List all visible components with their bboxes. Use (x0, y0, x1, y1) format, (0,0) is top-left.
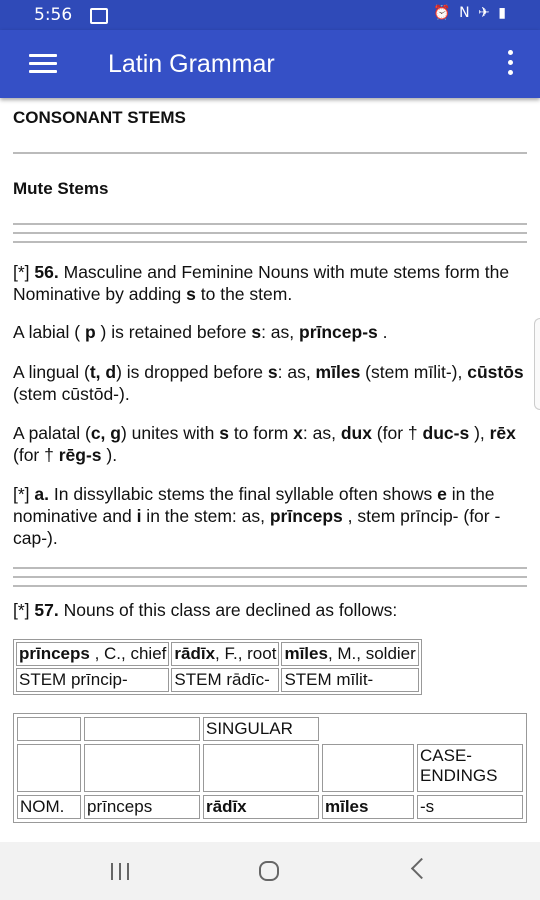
back-icon[interactable] (411, 858, 432, 879)
stem-table (13, 639, 422, 695)
table-cell: STEM rādīc- (171, 668, 279, 692)
more-options-icon[interactable] (506, 50, 514, 78)
divider (13, 232, 527, 234)
paragraph-palatal: A palatal (c, g) unites with s to form x: as, dux (for † duc-s ), rēx (for † rēg-s ). (13, 423, 516, 465)
table-cell: prīnceps (84, 795, 200, 819)
table-cell: CASE-ENDINGS (417, 744, 523, 792)
paragraph-labial: A labial ( p ) is retained before s: as, prīncep-s . (13, 322, 388, 342)
table-row (16, 642, 419, 666)
table-cell (84, 717, 200, 741)
edge-panel-handle[interactable] (534, 318, 540, 410)
table-cell: STEM prīncip- (16, 668, 169, 692)
ref-link[interactable]: [*] (13, 484, 30, 504)
table-cell (84, 744, 200, 792)
ref-link[interactable]: [*] (13, 262, 30, 282)
status-bar (0, 0, 540, 30)
grammar-content[interactable] (0, 98, 540, 842)
table-cell (203, 744, 319, 792)
navigation-bar (0, 842, 540, 900)
table-cell (17, 744, 81, 792)
divider (13, 585, 527, 587)
recent-apps-icon[interactable] (109, 863, 131, 880)
table-cell: mīles, M., soldier (281, 642, 418, 666)
app-title: Latin Grammar (108, 50, 275, 78)
paragraph-56: [*] 56. Masculine and Feminine Nouns with mute stems form the Nominative by adding s to the stem. (13, 262, 510, 304)
app-bar (0, 30, 540, 98)
image-notification-icon (90, 8, 108, 24)
table-row (17, 717, 523, 741)
table-cell (322, 744, 414, 792)
paragraph-57: [*] 57. Nouns of this class are declined as follows: (13, 600, 398, 620)
paragraph-56a: [*] a. In dissyllabic stems the final syllable often shows e in the nominative and i in the stem: as, prīnceps , stem prīncip- (for -cap-). (13, 484, 501, 548)
divider (13, 567, 527, 569)
declension-table (13, 713, 527, 823)
home-icon[interactable] (259, 861, 279, 881)
divider (13, 152, 527, 154)
table-cell (17, 717, 81, 741)
subsection-heading: Mute Stems (13, 179, 109, 198)
table-row (16, 668, 419, 692)
section-heading: CONSONANT STEMS (13, 108, 186, 127)
status-time: 5:56 (34, 5, 73, 25)
table-cell: SINGULAR (203, 717, 319, 741)
divider (13, 223, 527, 225)
table-cell: NOM. (17, 795, 81, 819)
divider (13, 576, 527, 578)
menu-icon[interactable] (29, 54, 57, 74)
ref-link[interactable]: [*] (13, 600, 30, 620)
divider (13, 241, 527, 243)
table-cell: -s (417, 795, 523, 819)
paragraph-lingual: A lingual (t, d) is dropped before s: as, mīles (stem mīlit-), cūstōs (stem cūstōd-). (13, 362, 524, 404)
status-icons: ⏰ N ✈ ▮ (433, 5, 508, 21)
table-cell: rādīx, F., root (171, 642, 279, 666)
table-row (17, 744, 523, 792)
table-cell (322, 717, 523, 741)
table-cell: rādīx (203, 795, 319, 819)
table-row (17, 795, 523, 819)
table-cell: prīnceps , C., chief (16, 642, 169, 666)
table-cell: STEM mīlit- (281, 668, 418, 692)
table-cell: mīles (322, 795, 414, 819)
